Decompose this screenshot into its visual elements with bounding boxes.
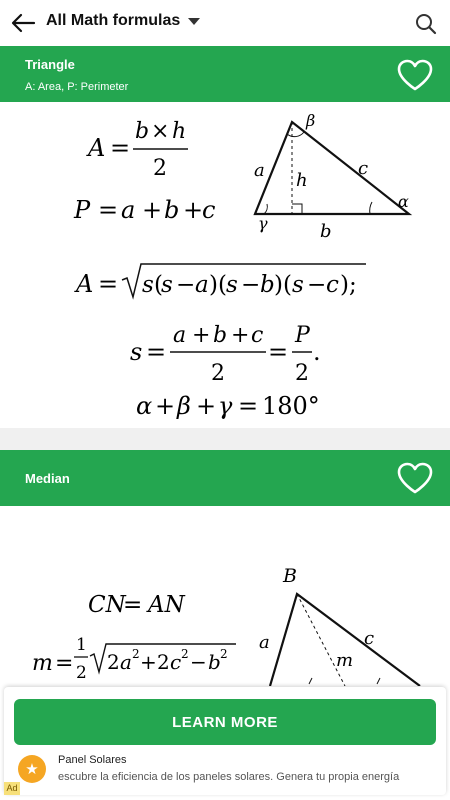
ad-description: escubre la eficiencia de los paneles solares. Genera tu propia energía [58,771,400,783]
svg-text:b: b [208,650,221,674]
svg-text:a: a [121,196,136,224]
section-title: Median [25,471,70,486]
svg-text:+: + [142,196,163,224]
svg-text:×: × [151,119,170,144]
triangle-formula-image [0,102,450,428]
svg-text:A: A [88,134,106,162]
svg-text:=: = [123,592,143,618]
svg-text:c: c [251,323,264,348]
svg-text:γ: γ [258,214,268,233]
svg-text:−: − [190,650,207,674]
svg-text:α: α [136,392,153,420]
svg-text:P: P [295,323,310,348]
svg-text:s: s [226,272,238,298]
svg-text:a: a [173,323,187,348]
svg-text:α: α [398,192,409,211]
formula-area-base-height [86,119,188,181]
svg-text:m: m [336,650,354,671]
svg-text:);: ); [340,272,357,298]
formula-perimeter [73,196,215,224]
arrow-left-icon[interactable] [10,11,36,35]
svg-text:)(: )( [274,272,292,298]
svg-text:c: c [326,272,339,298]
svg-text:c: c [202,196,216,224]
svg-text:(: ( [154,272,163,298]
section-header-triangle [0,46,450,102]
svg-text:+: + [155,392,176,420]
svg-text:2: 2 [181,647,189,661]
svg-text:h: h [172,119,187,144]
search-icon[interactable] [415,13,437,35]
formula-angle-sum [136,392,320,420]
svg-text:2: 2 [132,647,140,661]
learn-more-button[interactable]: LEARN MORE [14,699,436,745]
svg-text:CN: CN [88,592,126,618]
svg-text:B: B [283,565,297,587]
svg-text:+: + [231,323,250,348]
svg-text:c: c [170,650,182,674]
svg-text:=: = [98,196,119,224]
section-title: Triangle [25,57,75,72]
svg-text:s: s [292,272,304,298]
svg-text:P: P [74,196,91,224]
svg-text:.: . [313,338,321,366]
heart-icon[interactable] [396,58,434,92]
svg-text:=: = [98,270,119,298]
section-separator [0,428,450,450]
median-triangle-figure [259,565,420,686]
svg-text:a: a [195,272,209,298]
svg-text:h: h [296,170,308,191]
category-dropdown[interactable] [46,12,200,30]
formula-semiperimeter [130,323,321,386]
svg-text:+: + [196,392,217,420]
ad-banner [4,687,446,795]
svg-text:2: 2 [157,650,170,674]
svg-text:2: 2 [211,361,225,386]
svg-text:−: − [241,272,261,298]
svg-text:b: b [260,272,275,298]
app-bar [0,0,450,46]
svg-text:AN: AN [148,592,185,618]
median-formula-image [0,506,450,686]
svg-text:b: b [135,119,150,144]
svg-text:γ: γ [218,392,233,420]
svg-text:)(: )( [209,272,227,298]
svg-text:β: β [306,111,316,130]
heart-icon[interactable] [396,461,434,495]
page-title: All Math formulas [46,12,181,29]
svg-text:2: 2 [153,156,167,181]
svg-text:+: + [192,323,211,348]
ad-advertiser[interactable]: Panel Solares [58,754,127,766]
svg-text:c: c [358,158,369,179]
svg-text:2: 2 [220,647,228,661]
svg-text:+: + [183,196,204,224]
svg-text:−: − [307,272,327,298]
svg-text:m: m [32,651,53,676]
svg-text:c: c [364,628,375,649]
formula-cn-an [88,592,186,618]
svg-text:s: s [161,272,173,298]
ad-badge: Ad [4,782,20,795]
svg-text:=: = [238,392,259,420]
svg-text:+: + [140,650,157,674]
section-header-median [0,450,450,506]
section-subtitle: A: Area, P: Perimeter [25,81,129,93]
svg-text:b: b [213,323,228,348]
svg-text:b: b [320,221,332,242]
svg-text:=: = [146,338,167,366]
svg-text:=: = [268,338,289,366]
svg-text:b: b [164,196,180,224]
svg-text:β: β [177,392,191,420]
svg-text:a: a [259,632,270,653]
svg-text:−: − [176,272,196,298]
formula-median-length [32,635,236,683]
star-icon[interactable]: ★ [18,755,46,783]
svg-text:=: = [110,134,131,162]
formula-heron [74,264,366,298]
svg-text:a: a [254,160,265,181]
caret-down-icon [188,18,200,25]
svg-text:s: s [142,272,154,298]
svg-text:1: 1 [76,635,87,655]
svg-text:2: 2 [76,663,87,683]
svg-text:A: A [76,270,94,298]
svg-text:180°: 180° [262,392,320,420]
svg-text:a: a [120,650,132,674]
svg-text:s: s [130,338,143,366]
svg-text:2: 2 [107,650,120,674]
svg-text:2: 2 [295,361,309,386]
triangle-figure [254,111,409,242]
svg-text:=: = [55,651,74,676]
